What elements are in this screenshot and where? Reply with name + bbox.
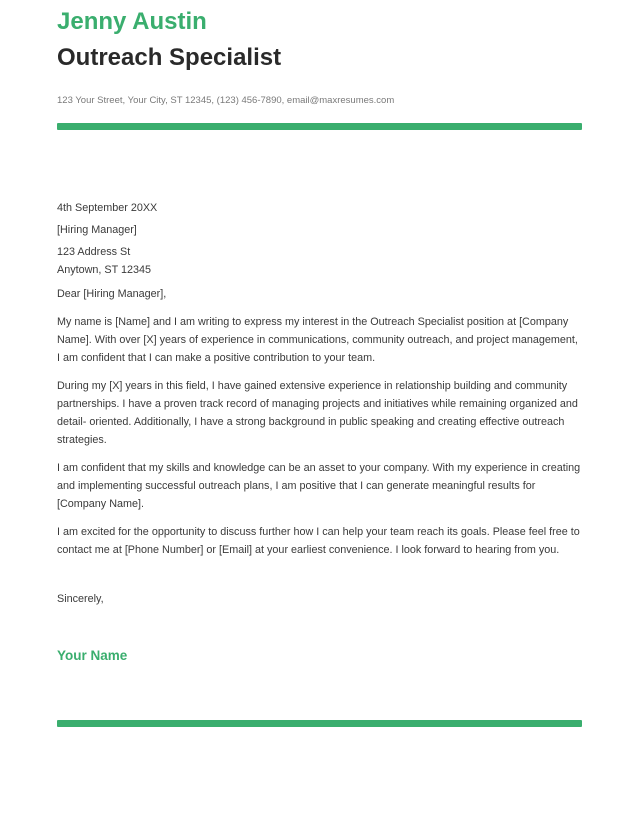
- paragraph-2: During my [X] years in this field, I have gained extensive experience in relationship building and community partnerships. I have a proven track record of managing projects and initiatives while remaining organized and detail- oriented. Additionally, I have a strong background in public speaking and creating effective outreach strategies.: [57, 380, 578, 446]
- paragraph-3: I am confident that my skills and knowledge can be an asset to your company. With my experience in creating and implementing successful outreach plans, I am positive that I can generate meaningful results for [Company Name].: [57, 462, 581, 510]
- job-title: Outreach Specialist: [57, 44, 282, 71]
- salutation: Dear [Hiring Manager],: [57, 288, 167, 300]
- applicant-name: Jenny Austin: [57, 8, 207, 35]
- signature: Your Name: [57, 648, 128, 663]
- closing: Sincerely,: [57, 593, 104, 605]
- recipient-address-line-1: 123 Address St: [57, 246, 131, 258]
- top-divider: [57, 123, 582, 130]
- recipient-name: [Hiring Manager]: [57, 224, 137, 236]
- letter-date: 4th September 20XX: [57, 202, 158, 214]
- letter-body: [57, 199, 582, 559]
- paragraph-1: My name is [Name] and I am writing to express my interest in the Outreach Specialist position at [Company Name]. With over [X] years of experience in communications, community outreach, and project management, I am confident that I can make a positive contribution to your team.: [57, 316, 578, 364]
- recipient-address-line-2: Anytown, ST 12345: [57, 264, 152, 276]
- bottom-divider: [57, 720, 582, 727]
- contact-line: 123 Your Street, Your City, ST 12345, (123) 456-7890, email@maxresumes.com: [57, 95, 395, 106]
- paragraph-4: I am excited for the opportunity to discuss further how I can help your team reach its goals. Please feel free to contact me at [Phone Number] or [Email] at your earliest convenience. I look forward to hearing from you.: [57, 526, 580, 556]
